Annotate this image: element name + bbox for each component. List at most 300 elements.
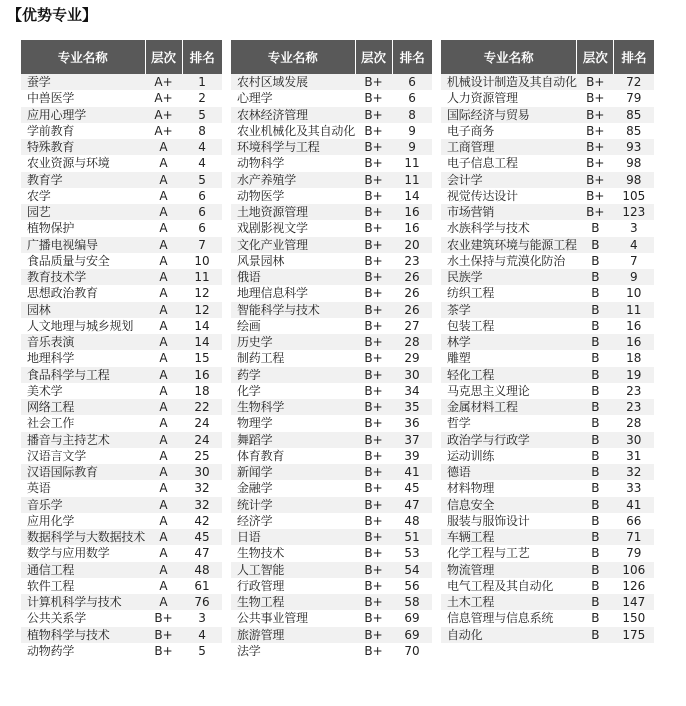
major-name-cell: 机械设计制造及其自动化 <box>441 74 577 90</box>
major-name-cell: 中兽医学 <box>21 90 145 106</box>
major-name-cell: 市场营销 <box>441 204 577 220</box>
major-name-cell: 运动训练 <box>441 448 577 464</box>
level-cell: A <box>145 529 182 545</box>
table-row <box>231 383 432 399</box>
rank-cell: 10 <box>182 253 222 269</box>
rank-cell: 4 <box>182 155 222 171</box>
major-name-cell: 公共事业管理 <box>231 610 355 626</box>
major-name-cell: 食品科学与工程 <box>21 367 145 383</box>
major-name-cell: 农林经济管理 <box>231 107 355 123</box>
table-row <box>21 578 222 594</box>
level-cell: A <box>145 464 182 480</box>
rank-cell: 16 <box>392 220 432 236</box>
rank-cell: 23 <box>392 253 432 269</box>
rank-cell: 76 <box>182 594 222 610</box>
rank-cell: 69 <box>392 627 432 643</box>
major-name-cell: 车辆工程 <box>441 529 577 545</box>
major-name-cell: 视觉传达设计 <box>441 188 577 204</box>
table-row <box>231 188 432 204</box>
level-cell: B <box>577 415 614 431</box>
rank-cell: 98 <box>614 155 654 171</box>
rank-cell: 2 <box>182 90 222 106</box>
major-name-cell: 包装工程 <box>441 318 577 334</box>
level-cell: B <box>577 334 614 350</box>
major-name-cell: 新闻学 <box>231 464 355 480</box>
level-cell: B+ <box>355 350 392 366</box>
header-major-name: 专业名称 <box>441 40 577 74</box>
major-name-cell: 雕塑 <box>441 350 577 366</box>
rank-cell: 6 <box>182 220 222 236</box>
level-cell: B <box>577 285 614 301</box>
major-name-cell: 信息管理与信息系统 <box>441 610 577 626</box>
major-name-cell: 植物保护 <box>21 220 145 236</box>
rank-cell: 26 <box>392 285 432 301</box>
section-title: 【优势专业】 <box>7 6 98 24</box>
table-row <box>21 480 222 496</box>
level-cell: B+ <box>355 464 392 480</box>
rank-cell: 8 <box>392 107 432 123</box>
level-cell: B+ <box>577 74 614 90</box>
rank-cell: 30 <box>392 367 432 383</box>
major-name-cell: 历史学 <box>231 334 355 350</box>
major-name-cell: 会计学 <box>441 172 577 188</box>
level-cell: A <box>145 237 182 253</box>
table-row <box>231 497 432 513</box>
table-row <box>441 448 654 464</box>
rank-cell: 32 <box>182 480 222 496</box>
level-cell: A <box>145 318 182 334</box>
major-name-cell: 服装与服饰设计 <box>441 513 577 529</box>
level-cell: B+ <box>355 432 392 448</box>
table-row <box>441 318 654 334</box>
major-name-cell: 园艺 <box>21 204 145 220</box>
rank-cell: 11 <box>182 269 222 285</box>
table-row <box>231 90 432 106</box>
table-row <box>21 285 222 301</box>
major-name-cell: 水产养殖学 <box>231 172 355 188</box>
level-cell: A <box>145 399 182 415</box>
level-cell: B <box>577 220 614 236</box>
table-row <box>21 464 222 480</box>
rank-cell: 58 <box>392 594 432 610</box>
level-cell: B+ <box>355 285 392 301</box>
table-row <box>231 139 432 155</box>
table-row <box>441 123 654 139</box>
table-row <box>441 545 654 561</box>
table-row <box>21 562 222 578</box>
major-name-cell: 行政管理 <box>231 578 355 594</box>
rank-cell: 5 <box>182 107 222 123</box>
major-name-cell: 民族学 <box>441 269 577 285</box>
rank-cell: 79 <box>614 90 654 106</box>
table-row <box>441 90 654 106</box>
rank-cell: 4 <box>182 139 222 155</box>
rank-cell: 31 <box>614 448 654 464</box>
major-name-cell: 汉语言文学 <box>21 448 145 464</box>
level-cell: B+ <box>355 480 392 496</box>
major-name-cell: 德语 <box>441 464 577 480</box>
level-cell: B <box>577 497 614 513</box>
level-cell: A <box>145 350 182 366</box>
rank-cell: 106 <box>614 562 654 578</box>
level-cell: A <box>145 383 182 399</box>
level-cell: B+ <box>355 269 392 285</box>
major-name-cell: 水族科学与技术 <box>441 220 577 236</box>
level-cell: B+ <box>145 643 182 659</box>
rank-cell: 54 <box>392 562 432 578</box>
table-row <box>441 285 654 301</box>
rank-cell: 15 <box>182 350 222 366</box>
level-cell: A <box>145 204 182 220</box>
major-name-cell: 金融学 <box>231 480 355 496</box>
major-name-cell: 英语 <box>21 480 145 496</box>
table-row <box>21 188 222 204</box>
level-cell: B+ <box>355 188 392 204</box>
table-row <box>21 415 222 431</box>
header-level: 层次 <box>577 40 614 74</box>
major-name-cell: 信息安全 <box>441 497 577 513</box>
major-name-cell: 电气工程及其自动化 <box>441 578 577 594</box>
major-name-cell: 音乐表演 <box>21 334 145 350</box>
level-cell: B <box>577 253 614 269</box>
level-cell: B <box>577 350 614 366</box>
table-row <box>441 139 654 155</box>
table-row <box>441 188 654 204</box>
level-cell: B+ <box>355 318 392 334</box>
table-row <box>21 334 222 350</box>
major-name-cell: 绘画 <box>231 318 355 334</box>
table-row <box>441 497 654 513</box>
table-row <box>441 529 654 545</box>
level-cell: B <box>577 562 614 578</box>
table-row <box>21 594 222 610</box>
table-row <box>441 237 654 253</box>
level-cell: A <box>145 188 182 204</box>
level-cell: B+ <box>355 627 392 643</box>
level-cell: B+ <box>355 302 392 318</box>
major-name-cell: 统计学 <box>231 497 355 513</box>
rank-cell: 85 <box>614 123 654 139</box>
major-name-cell: 智能科学与技术 <box>231 302 355 318</box>
table-row <box>21 448 222 464</box>
table-row <box>21 627 222 643</box>
table-row <box>231 318 432 334</box>
table-row <box>21 220 222 236</box>
level-cell: B+ <box>355 107 392 123</box>
rank-cell: 26 <box>392 269 432 285</box>
level-cell: B+ <box>355 334 392 350</box>
table-row <box>21 497 222 513</box>
level-cell: A <box>145 220 182 236</box>
rank-cell: 37 <box>392 432 432 448</box>
rank-cell: 69 <box>392 610 432 626</box>
level-cell: B <box>577 269 614 285</box>
major-name-cell: 金属材料工程 <box>441 399 577 415</box>
rank-cell: 147 <box>614 594 654 610</box>
rank-cell: 22 <box>182 399 222 415</box>
rank-cell: 126 <box>614 578 654 594</box>
rank-cell: 27 <box>392 318 432 334</box>
table-row <box>21 545 222 561</box>
rank-cell: 71 <box>614 529 654 545</box>
rank-cell: 41 <box>614 497 654 513</box>
major-name-cell: 物流管理 <box>441 562 577 578</box>
level-cell: A <box>145 285 182 301</box>
rank-cell: 33 <box>614 480 654 496</box>
rank-cell: 8 <box>182 123 222 139</box>
table-row <box>231 269 432 285</box>
level-cell: B+ <box>577 204 614 220</box>
level-cell: B+ <box>355 562 392 578</box>
table-row <box>441 399 654 415</box>
level-cell: B+ <box>577 107 614 123</box>
table-row <box>231 529 432 545</box>
rank-cell: 47 <box>392 497 432 513</box>
level-cell: A <box>145 480 182 496</box>
rank-cell: 24 <box>182 415 222 431</box>
table-row <box>231 220 432 236</box>
level-cell: B+ <box>355 545 392 561</box>
table-row <box>441 334 654 350</box>
level-cell: B+ <box>355 578 392 594</box>
major-name-cell: 生物技术 <box>231 545 355 561</box>
rank-cell: 85 <box>614 107 654 123</box>
table-row <box>441 383 654 399</box>
major-name-cell: 药学 <box>231 367 355 383</box>
table-row <box>21 432 222 448</box>
rank-cell: 10 <box>614 285 654 301</box>
level-cell: B <box>577 432 614 448</box>
level-cell: B+ <box>577 90 614 106</box>
table-row <box>441 432 654 448</box>
table-row <box>21 367 222 383</box>
table-row <box>441 367 654 383</box>
major-name-cell: 电子信息工程 <box>441 155 577 171</box>
table-row <box>21 610 222 626</box>
rank-cell: 7 <box>614 253 654 269</box>
level-cell: A <box>145 562 182 578</box>
level-cell: B <box>577 627 614 643</box>
level-cell: B <box>577 594 614 610</box>
level-cell: A <box>145 367 182 383</box>
major-name-cell: 动物科学 <box>231 155 355 171</box>
table-row <box>231 302 432 318</box>
level-cell: B+ <box>355 448 392 464</box>
major-name-cell: 人工智能 <box>231 562 355 578</box>
rank-cell: 24 <box>182 432 222 448</box>
major-name-cell: 音乐学 <box>21 497 145 513</box>
level-cell: A <box>145 155 182 171</box>
header-rank: 排名 <box>614 40 654 74</box>
table-row <box>21 107 222 123</box>
rank-cell: 30 <box>614 432 654 448</box>
level-cell: A <box>145 578 182 594</box>
rank-cell: 28 <box>392 334 432 350</box>
major-name-cell: 植物科学与技术 <box>21 627 145 643</box>
rank-cell: 9 <box>614 269 654 285</box>
table-row <box>441 302 654 318</box>
rank-cell: 45 <box>182 529 222 545</box>
level-cell: B+ <box>355 237 392 253</box>
rank-cell: 11 <box>392 172 432 188</box>
major-name-cell: 食品质量与安全 <box>21 253 145 269</box>
table-row <box>231 578 432 594</box>
rank-cell: 14 <box>182 318 222 334</box>
major-name-cell: 材料物理 <box>441 480 577 496</box>
major-name-cell: 人文地理与城乡规划 <box>21 318 145 334</box>
major-name-cell: 应用心理学 <box>21 107 145 123</box>
major-name-cell: 生物科学 <box>231 399 355 415</box>
table-row <box>231 253 432 269</box>
level-cell: B+ <box>355 367 392 383</box>
rank-cell: 5 <box>182 172 222 188</box>
level-cell: A+ <box>145 123 182 139</box>
table-row <box>21 302 222 318</box>
table-row <box>21 529 222 545</box>
rank-cell: 30 <box>182 464 222 480</box>
rank-cell: 9 <box>392 123 432 139</box>
rank-cell: 175 <box>614 627 654 643</box>
rank-cell: 123 <box>614 204 654 220</box>
level-cell: B+ <box>145 610 182 626</box>
major-name-cell: 农业资源与环境 <box>21 155 145 171</box>
level-cell: A <box>145 269 182 285</box>
rank-cell: 29 <box>392 350 432 366</box>
rank-cell: 26 <box>392 302 432 318</box>
level-cell: A <box>145 139 182 155</box>
rank-cell: 1 <box>182 74 222 90</box>
major-name-cell: 经济学 <box>231 513 355 529</box>
major-name-cell: 动物药学 <box>21 643 145 659</box>
level-cell: B+ <box>577 155 614 171</box>
rank-cell: 6 <box>182 188 222 204</box>
header-rank: 排名 <box>182 40 222 74</box>
major-name-cell: 通信工程 <box>21 562 145 578</box>
level-cell: A <box>145 432 182 448</box>
major-name-cell: 自动化 <box>441 627 577 643</box>
level-cell: B <box>577 578 614 594</box>
table-row <box>231 334 432 350</box>
table-row <box>21 204 222 220</box>
table-row <box>231 172 432 188</box>
rank-cell: 6 <box>392 74 432 90</box>
rank-cell: 32 <box>182 497 222 513</box>
major-name-cell: 应用化学 <box>21 513 145 529</box>
level-cell: A <box>145 415 182 431</box>
header-level: 层次 <box>145 40 182 74</box>
table-row <box>21 172 222 188</box>
rank-cell: 23 <box>614 399 654 415</box>
rank-cell: 3 <box>182 610 222 626</box>
major-name-cell: 社会工作 <box>21 415 145 431</box>
rank-cell: 41 <box>392 464 432 480</box>
rank-cell: 45 <box>392 480 432 496</box>
table-row <box>231 74 432 90</box>
level-cell: A <box>145 513 182 529</box>
level-cell: B <box>577 513 614 529</box>
table-row <box>231 285 432 301</box>
table-row <box>231 350 432 366</box>
table-row <box>441 269 654 285</box>
major-name-cell: 林学 <box>441 334 577 350</box>
level-cell: B+ <box>355 399 392 415</box>
rank-cell: 72 <box>614 74 654 90</box>
rank-cell: 61 <box>182 578 222 594</box>
table-row <box>441 513 654 529</box>
table-row <box>21 399 222 415</box>
major-name-cell: 工商管理 <box>441 139 577 155</box>
major-name-cell: 俄语 <box>231 269 355 285</box>
major-name-cell: 纺织工程 <box>441 285 577 301</box>
level-cell: A <box>145 545 182 561</box>
rank-cell: 105 <box>614 188 654 204</box>
table-row <box>21 318 222 334</box>
level-cell: B+ <box>355 139 392 155</box>
major-name-cell: 戏剧影视文学 <box>231 220 355 236</box>
level-cell: B+ <box>577 123 614 139</box>
rank-cell: 98 <box>614 172 654 188</box>
major-name-cell: 农业机械化及其自动化 <box>231 123 355 139</box>
rank-cell: 5 <box>182 643 222 659</box>
table-row <box>231 367 432 383</box>
major-name-cell: 农学 <box>21 188 145 204</box>
table-header-row <box>231 40 432 74</box>
table-row <box>231 237 432 253</box>
table-row <box>21 74 222 90</box>
major-name-cell: 地理科学 <box>21 350 145 366</box>
level-cell: B <box>577 448 614 464</box>
level-cell: B+ <box>355 90 392 106</box>
rank-cell: 16 <box>614 318 654 334</box>
table-row <box>21 155 222 171</box>
level-cell: A <box>145 334 182 350</box>
major-name-cell: 蚕学 <box>21 74 145 90</box>
major-name-cell: 特殊教育 <box>21 139 145 155</box>
table-row <box>231 480 432 496</box>
rank-cell: 93 <box>614 139 654 155</box>
rank-cell: 16 <box>182 367 222 383</box>
rank-cell: 9 <box>392 139 432 155</box>
table-row <box>231 627 432 643</box>
level-cell: A <box>145 497 182 513</box>
level-cell: B+ <box>355 383 392 399</box>
rank-cell: 70 <box>392 643 432 659</box>
major-name-cell: 农业建筑环境与能源工程 <box>441 237 577 253</box>
table-row <box>441 172 654 188</box>
header-level: 层次 <box>355 40 392 74</box>
level-cell: B <box>577 399 614 415</box>
table-row <box>441 627 654 643</box>
rank-cell: 53 <box>392 545 432 561</box>
major-name-cell: 土木工程 <box>441 594 577 610</box>
rank-cell: 3 <box>614 220 654 236</box>
major-name-cell: 电子商务 <box>441 123 577 139</box>
level-cell: B+ <box>355 253 392 269</box>
rank-cell: 42 <box>182 513 222 529</box>
level-cell: B+ <box>355 497 392 513</box>
level-cell: B+ <box>355 513 392 529</box>
level-cell: B <box>577 610 614 626</box>
rank-cell: 150 <box>614 610 654 626</box>
level-cell: A+ <box>145 74 182 90</box>
table-row <box>441 562 654 578</box>
level-cell: B <box>577 302 614 318</box>
level-cell: B <box>577 367 614 383</box>
table-row <box>231 513 432 529</box>
rank-cell: 14 <box>392 188 432 204</box>
table-row <box>231 643 432 659</box>
level-cell: B <box>577 237 614 253</box>
